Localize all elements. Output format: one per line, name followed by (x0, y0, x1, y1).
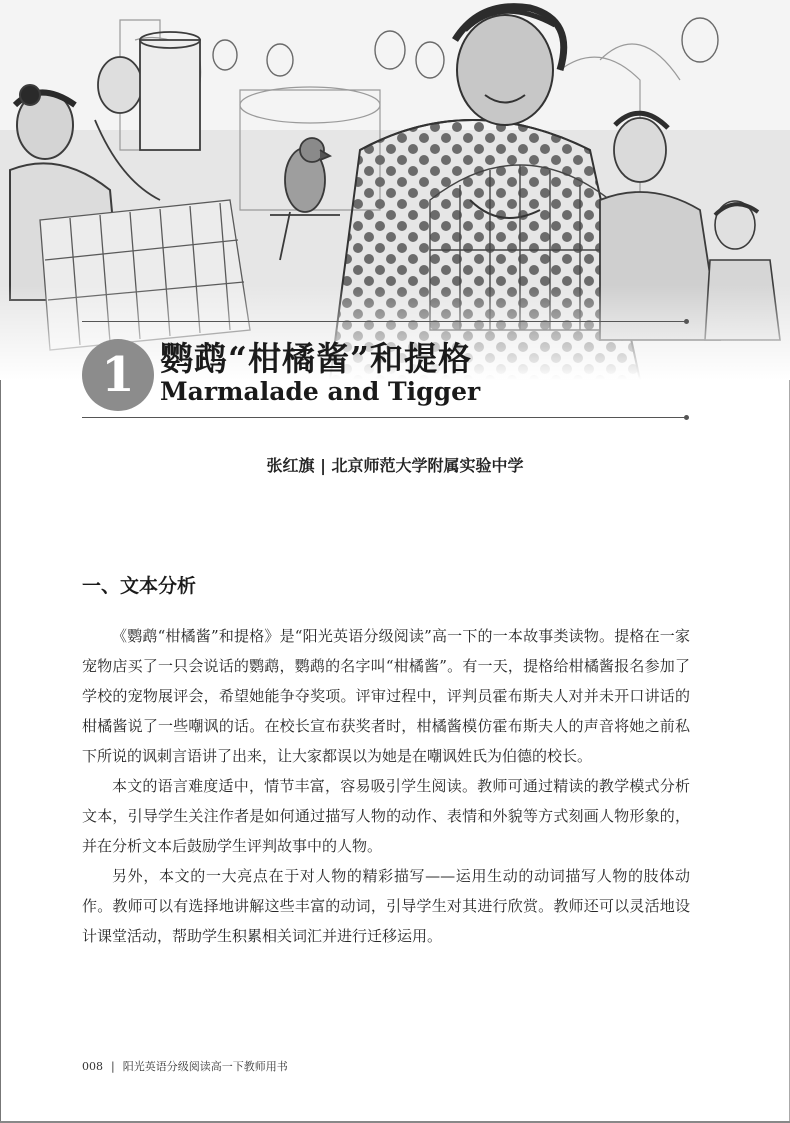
body-paragraph: 《鹦鹉“柑橘酱”和提格》是“阳光英语分级阅读”高一下的一本故事类读物。提格在一家宠物店买了一只会说话的鹦鹉，鹦鹉的名字叫“柑橘酱”。有一天，提格给柑橘酱报名参加了学校的宠物展评会，希望她能争夺奖项。评审过程中，评判员霍布斯夫人对并未开口讲话的柑橘酱说了一些嘲讽的话。在校长宣布获奖者时，柑橘酱模仿霍布斯夫人的声音将她之前私下所说的讽刺言语讲了出来，让大家都误以为她是在嘲讽姓氏为伯德的校长。 (82, 627, 690, 765)
section-body (82, 621, 690, 951)
chapter-number-badge (82, 339, 154, 411)
page-number: 008 (82, 1060, 103, 1073)
page-footer (82, 1058, 288, 1074)
title-bottom-rule (82, 417, 688, 418)
footer-separator: | (111, 1060, 115, 1073)
author-affiliation: 张红旗 | 北京师范大学附属实验中学 (266, 456, 524, 475)
chapter-title-chinese: 鹦鹉“柑橘酱”和提格 (160, 339, 472, 378)
chapter-title-english: Marmalade and Tigger (160, 377, 481, 406)
book-title: 阳光英语分级阅读高一下教师用书 (122, 1060, 288, 1073)
body-paragraph: 另外，本文的一大亮点在于对人物的精彩描写——运用生动的动词描写人物的肢体动作。教师可以有选择地讲解这些丰富的动词，引导学生对其进行欣赏。教师还可以灵活地设计课堂活动，帮助学生积累相关词汇并进行迁移运用。 (82, 867, 690, 945)
chapter-number: 1 (101, 347, 135, 403)
chapter-illustration (0, 0, 790, 380)
title-bottom-rule-dot (684, 415, 689, 420)
body-paragraph: 本文的语言难度适中，情节丰富，容易吸引学生阅读。教师可通过精读的教学模式分析文本，引导学生关注作者是如何通过描写人物的动作、表情和外貌等方式刻画人物形象的，并在分析文本后鼓励学生评判故事中的人物。 (82, 777, 690, 855)
title-top-rule (82, 321, 688, 322)
title-top-rule-dot (684, 319, 689, 324)
section-heading: 一、文本分析 (82, 575, 197, 597)
